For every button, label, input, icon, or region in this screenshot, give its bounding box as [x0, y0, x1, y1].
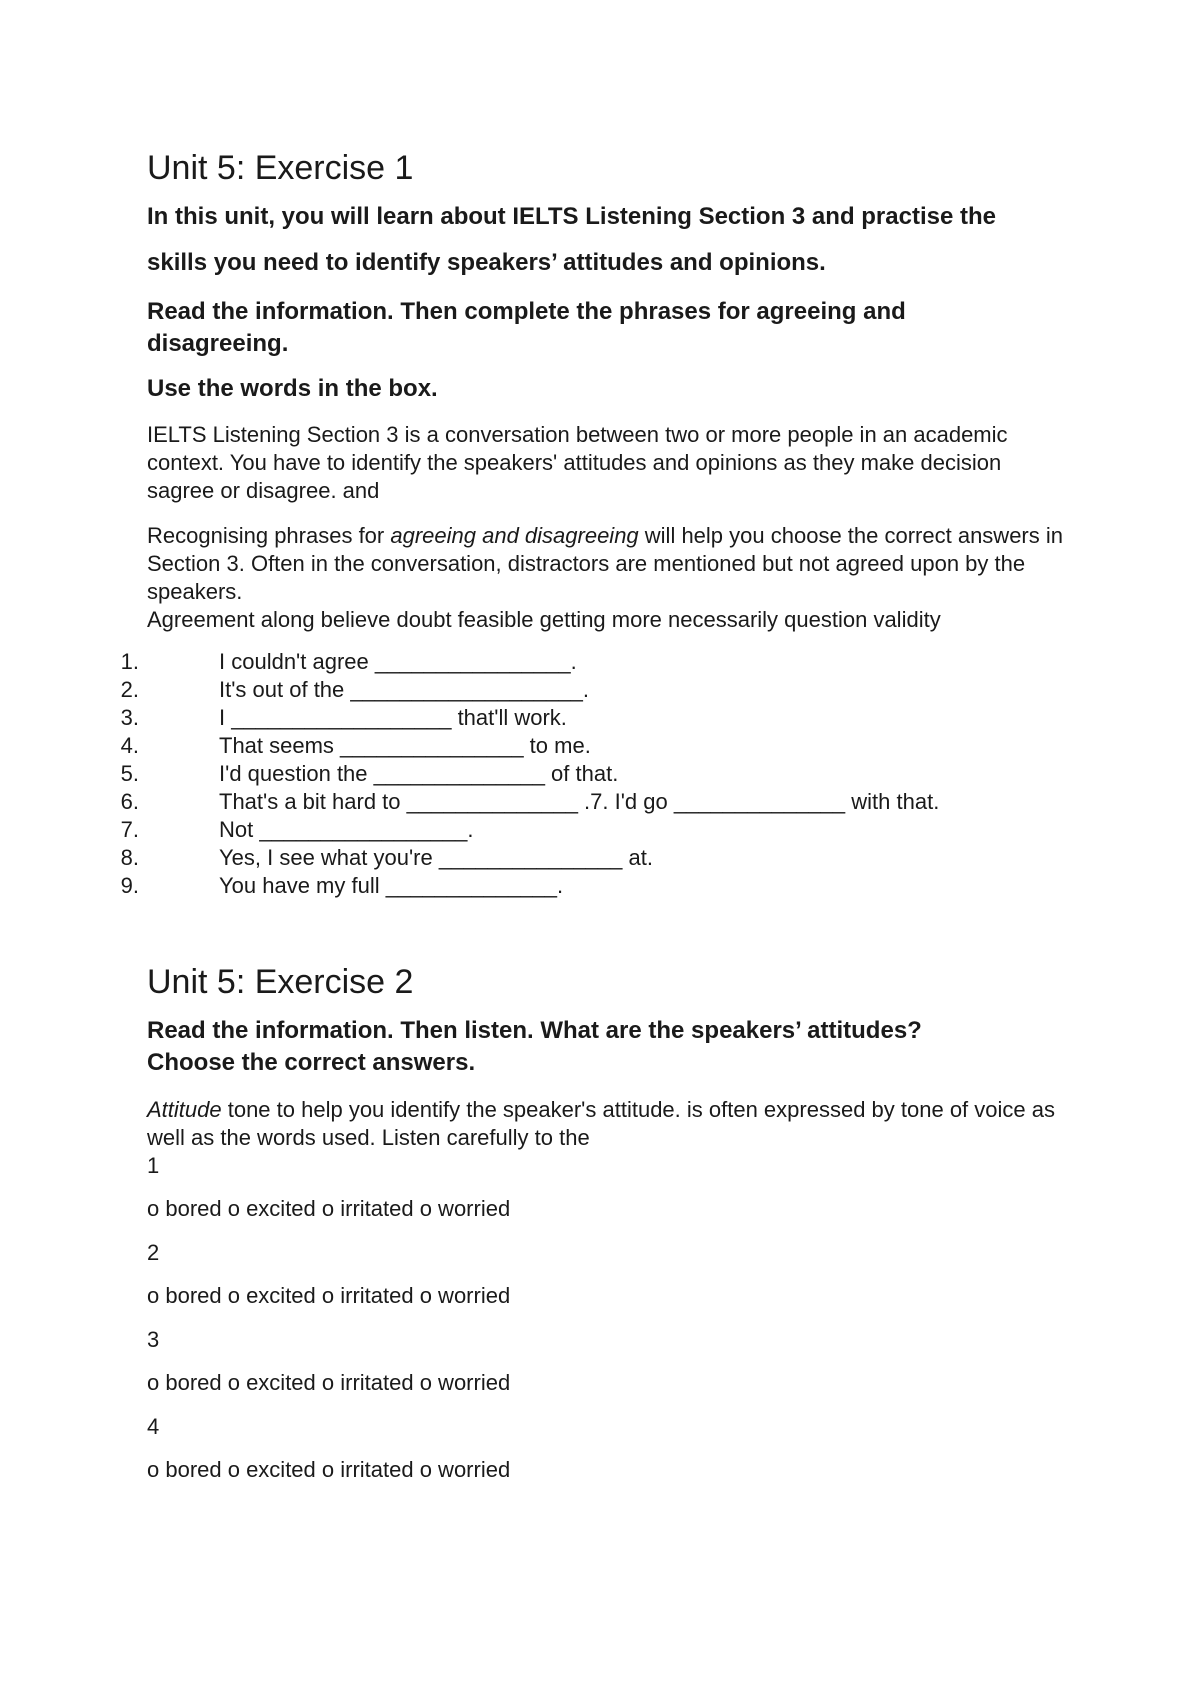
item-number: 6. — [120, 789, 139, 814]
item-text: I couldn't agree ________________. — [219, 649, 577, 674]
item-text: It's out of the ___________________. — [219, 677, 589, 702]
exercise2-title: Unit 5: Exercise 2 — [147, 963, 414, 1001]
question-options: o bored o excited o irritated o worried — [147, 1370, 511, 1395]
item-number: 8. — [120, 845, 139, 870]
item-text: That's a bit hard to ______________ .7. I'd go ______________ with that. — [219, 789, 940, 814]
exercise1-intro-line2: skills you need to identify speakers’ attitudes and opinions. — [147, 249, 826, 276]
question-options: o bored o excited o irritated o worried — [147, 1196, 511, 1221]
attitude-italic: Attitude — [147, 1097, 222, 1122]
paragraph2-text-end: will help you choose the correct answers in Section 3. Often in the conversation, distractors are mentioned but not agreed upon by the speakers. — [147, 523, 1063, 604]
exercise1-instruction: Read the information. Then complete the phrases for agreeing and disagreeing. — [147, 298, 906, 357]
item-number: 7. — [120, 817, 139, 842]
exercise2-instruction: Read the information. Then listen. What are the speakers’ attitudes? Choose the correct answers. — [147, 1017, 922, 1076]
item-number: 4. — [120, 733, 139, 758]
exercise1-intro-line1: In this unit, you will learn about IELTS Listening Section 3 and practise the — [147, 203, 996, 230]
exercise1-paragraph1: IELTS Listening Section 3 is a conversation between two or more people in an academic context. You have to identify the speakers' attitudes and opinions as they make decision sagree or disagree. and — [147, 422, 1008, 503]
item-text: Yes, I see what you're _______________ at. — [219, 845, 653, 870]
item-number: 5. — [120, 761, 139, 786]
item-text: I __________________ that'll work. — [219, 705, 567, 730]
paragraph2-italic: agreeing and disagreeing — [390, 523, 639, 548]
question-number: 2 — [147, 1240, 160, 1265]
question-options: o bored o excited o irritated o worried — [147, 1457, 511, 1482]
exercise2-paragraph — [147, 1096, 1077, 1152]
item-number: 1. — [120, 649, 139, 674]
item-text: You have my full ______________. — [219, 873, 564, 898]
question-number: 3 — [147, 1327, 160, 1352]
question-number: 4 — [147, 1414, 160, 1439]
question-options: o bored o excited o irritated o worried — [147, 1283, 511, 1308]
exercise2-paragraph-text: tone to help you identify the speaker's attitude. is often expressed by tone of voice as well as the words used. Listen carefully to the — [147, 1097, 1055, 1150]
item-number: 9. — [120, 873, 139, 898]
item-number: 3. — [120, 705, 139, 730]
item-text: That seems _______________ to me. — [219, 733, 591, 758]
exercise1-paragraph2 — [147, 522, 1067, 606]
item-number: 2. — [120, 677, 139, 702]
exercise1-use-words: Use the words in the box. — [147, 375, 438, 402]
paragraph2-text-start: Recognising phrases for — [147, 523, 391, 548]
question-number: 1 — [147, 1153, 160, 1178]
item-text: Not _________________. — [219, 817, 474, 842]
exercise1-title: Unit 5: Exercise 1 — [147, 149, 414, 187]
word-box: Agreement along believe doubt feasible getting more necessarily question validity — [147, 607, 941, 632]
item-text: I'd question the ______________ of that. — [219, 761, 619, 786]
